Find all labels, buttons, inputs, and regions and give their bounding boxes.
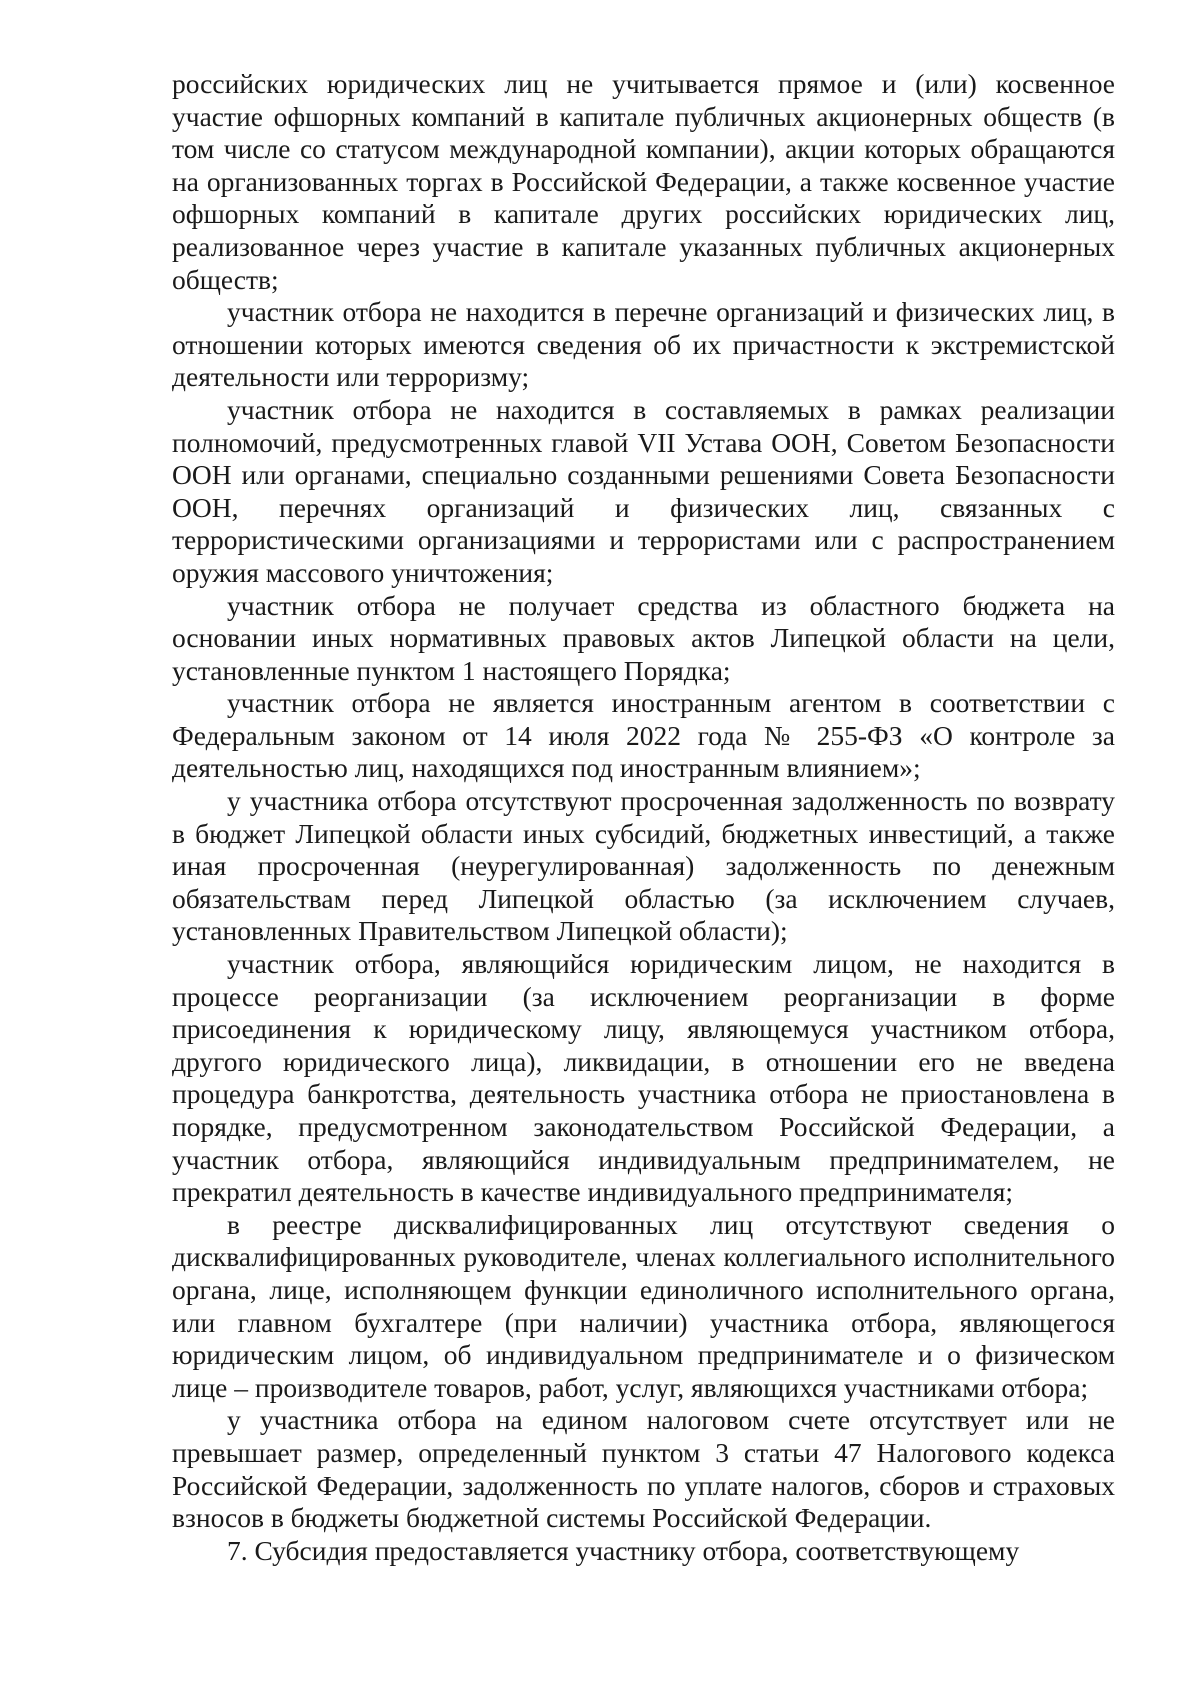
paragraph-regional-budget-funds: участник отбора не получает средства из областного бюджета на основании иных нормативных правовых актов Липецкой области на цели, установленные пунктом 1 настоящего Порядка; bbox=[172, 589, 1115, 686]
paragraph-tax-debt: у участника отбора на едином налоговом счете отсутствует или не превышает размер, определенный пунктом 3 статьи 47 Налогового кодекса Российской Федерации, задолженность по уплате налогов, сборов и страховых взносов в бюджеты бюджетной системы Российской Федерации. bbox=[172, 1404, 1115, 1534]
paragraph-disqualified-persons: в реестре дисквалифицированных лиц отсутствуют сведения о дисквалифицированных руководителе, членах коллегиального исполнительного органа, лице, исполняющем функции единоличного исполнительного органа, или главном бухгалтере (при наличии) участника отбора, являющегося юридическим лицом, об индивидуальном предпринимателе и о физическом лице – производителе товаров, работ, услуг, являющихся участниками отбора; bbox=[172, 1208, 1115, 1403]
paragraph-un-sanctions-list: участник отбора не находится в составляемых в рамках реализации полномочий, предусмотренных главой VII Устава ООН, Советом Безопасности ООН или органами, специально созданными решениями Совета Безопасности ООН, перечнях организаций и физических лиц, связанных с террористическими организациями и террористами или с распространением оружия массового уничтожения; bbox=[172, 393, 1115, 588]
paragraph-overdue-debt: у участника отбора отсутствуют просроченная задолженность по возврату в бюджет Липецкой области иных субсидий, бюджетных инвестиций, а также иная просроченная (неурегулированная) задолженность по денежным обязательствам перед Липецкой областью (за исключением случаев, установленных Правительством Липецкой области); bbox=[172, 785, 1115, 947]
paragraph-reorganization-liquidation: участник отбора, являющийся юридическим лицом, не находится в процессе реорганизации (за исключением реорганизации в форме присоединения к юридическому лицу, являющемуся участником отбора, другого юридического лица), ликвидации, в отношении его не введена процедура банкротства, деятельность участника отбора не приостановлена в порядке, предусмотренном законодательством Российской Федерации, а участник отбора, являющийся индивидуальным предпринимателем, не прекратил деятельность в качестве индивидуального предпринимателя; bbox=[172, 948, 1115, 1208]
document-page bbox=[172, 68, 1115, 1567]
paragraph-foreign-agent: участник отбора не является иностранным агентом в соответствии с Федеральным законом от 14 июля 2022 года № 255-ФЗ «О контроле за деятельностью лиц, находящихся под иностранным влиянием»; bbox=[172, 687, 1115, 784]
paragraph-clause-7: 7. Субсидия предоставляется участнику отбора, соответствующему bbox=[227, 1534, 1020, 1566]
paragraph-extremism-list: участник отбора не находится в перечне организаций и физических лиц, в отношении которых имеются сведения об их причастности к экстремистской деятельности или терроризму; bbox=[172, 296, 1115, 393]
paragraph-offshore-participation: российских юридических лиц не учитывается прямое и (или) косвенное участие офшорных компаний в капитале публичных акционерных обществ (в том числе со статусом международной компании), акции которых обращаются на организованных торгах в Российской Федерации, а также косвенное участие офшорных компаний в капитале других российских юридических лиц, реализованное через участие в капитале указанных публичных акционерных обществ; bbox=[172, 68, 1115, 295]
